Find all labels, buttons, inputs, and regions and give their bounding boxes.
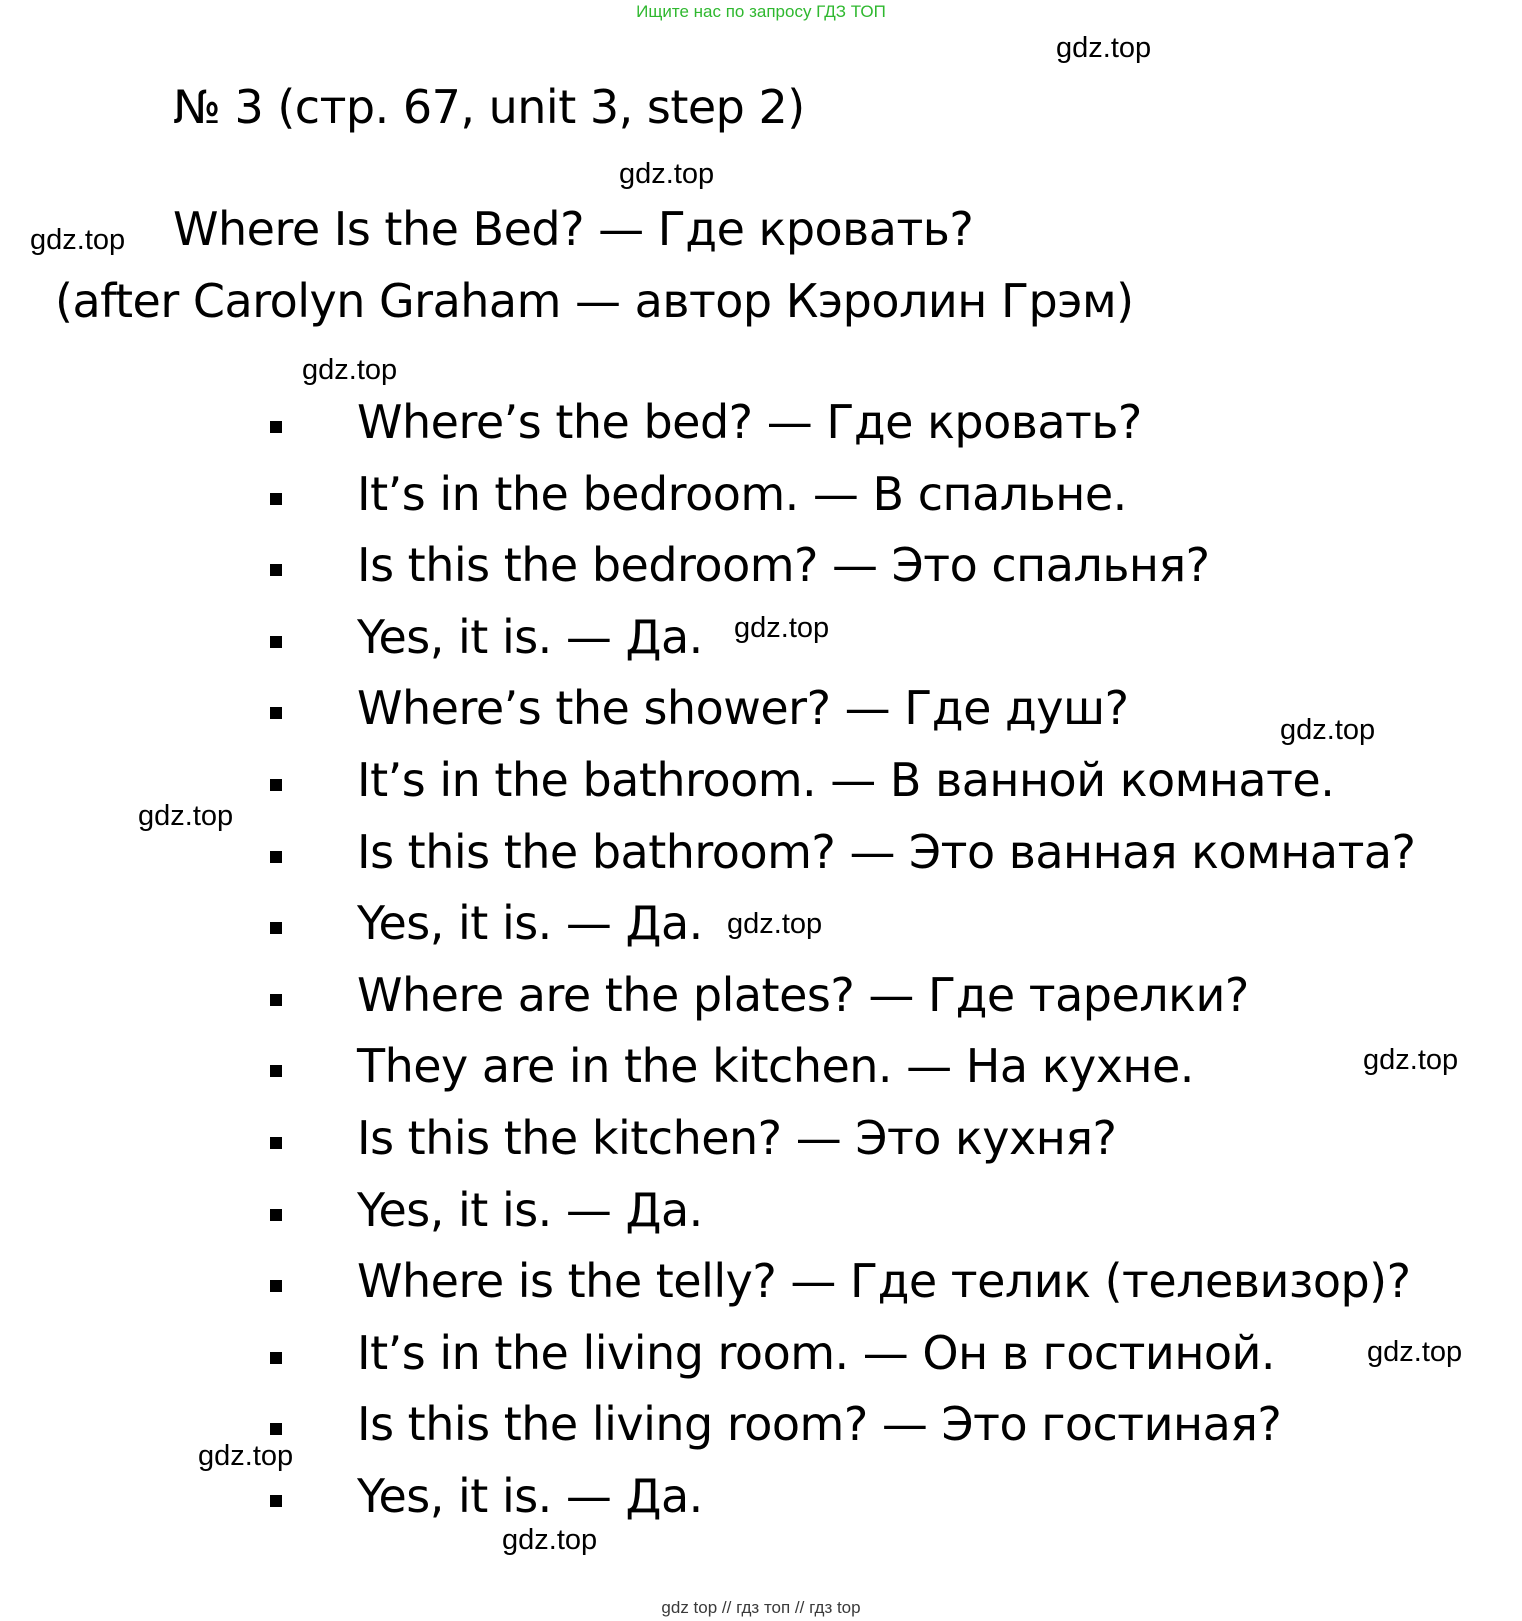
watermark: gdz.top: [30, 224, 126, 256]
bullet-icon: [270, 851, 282, 863]
bullet-icon: [270, 1280, 282, 1292]
line-text: They are in the kitchen. — На кухне.: [357, 1039, 1194, 1094]
list-item: [0, 1110, 1522, 1185]
list-item: [0, 1182, 1522, 1257]
list-item: [0, 1468, 1522, 1543]
line-text: Is this the living room? — Это гостиная?: [357, 1397, 1282, 1452]
bullet-icon: [270, 1495, 282, 1507]
watermark: gdz.top: [619, 158, 715, 190]
exercise-number: № 3 (стр. 67, unit 3, step 2): [173, 80, 805, 134]
bullet-icon: [270, 922, 282, 934]
watermark: gdz.top: [1363, 1044, 1459, 1076]
line-text: Yes, it is. — Да.: [357, 1468, 703, 1523]
line-text: Where are the plates? — Где тарелки?: [357, 967, 1249, 1022]
bullet-icon: [270, 1065, 282, 1077]
list-item: [0, 466, 1522, 541]
bullet-icon: [270, 493, 282, 505]
list-item: [0, 1041, 1522, 1113]
line-text: It’s in the bathroom. — В ванной комнате.: [357, 752, 1335, 807]
bullet-icon: [270, 421, 282, 433]
list-item: [0, 1256, 1522, 1328]
search-banner: Ищите нас по запросу ГДЗ ТОП: [636, 2, 886, 21]
bullet-icon: [270, 564, 282, 576]
line-text: Where’s the bed? — Где кровать?: [357, 395, 1142, 449]
list-item: [0, 397, 1522, 469]
watermark: gdz.top: [1280, 714, 1376, 746]
poem-lines: [0, 397, 1522, 1543]
watermark: gdz.top: [502, 1524, 598, 1556]
line-text: Is this the bedroom? — Это спальня?: [357, 538, 1210, 593]
footer-watermark: gdz top // гдз топ // гдз top: [661, 1598, 861, 1617]
watermark: gdz.top: [1056, 32, 1152, 64]
line-text: Where’s the shower? — Где душ?: [357, 681, 1129, 736]
list-item: [0, 824, 1522, 899]
watermark: gdz.top: [1367, 1336, 1463, 1368]
line-text: Yes, it is. — Да.: [357, 609, 703, 664]
list-item: [0, 1325, 1522, 1400]
bullet-icon: [270, 636, 282, 648]
watermark: gdz.top: [302, 354, 398, 386]
line-text: Yes, it is. — Да.: [357, 1182, 703, 1237]
bullet-icon: [270, 994, 282, 1006]
line-text: Yes, it is. — Да.: [357, 896, 703, 951]
poem-title: Where Is the Bed? — Где кровать?: [173, 202, 974, 256]
bullet-icon: [270, 1137, 282, 1149]
watermark: gdz.top: [734, 612, 830, 644]
list-item: [0, 540, 1522, 612]
watermark: gdz.top: [727, 908, 823, 940]
bullet-icon: [270, 1209, 282, 1221]
bullet-icon: [270, 1352, 282, 1364]
bullet-icon: [270, 1423, 282, 1435]
line-text: Is this the bathroom? — Это ванная комната?: [357, 824, 1416, 879]
line-text: Is this the kitchen? — Это кухня?: [357, 1110, 1117, 1165]
line-text: It’s in the bedroom. — В спальне.: [357, 466, 1127, 521]
watermark: gdz.top: [138, 800, 234, 832]
bullet-icon: [270, 779, 282, 791]
watermark: gdz.top: [198, 1440, 294, 1472]
list-item: [0, 967, 1522, 1042]
line-text: It’s in the living room. — Он в гостиной.: [357, 1325, 1276, 1380]
bullet-icon: [270, 707, 282, 719]
poem-author: (after Carolyn Graham — автор Кэролин Грэм): [55, 274, 1134, 328]
line-text: Where is the telly? — Где телик (телевизор)?: [357, 1254, 1411, 1309]
